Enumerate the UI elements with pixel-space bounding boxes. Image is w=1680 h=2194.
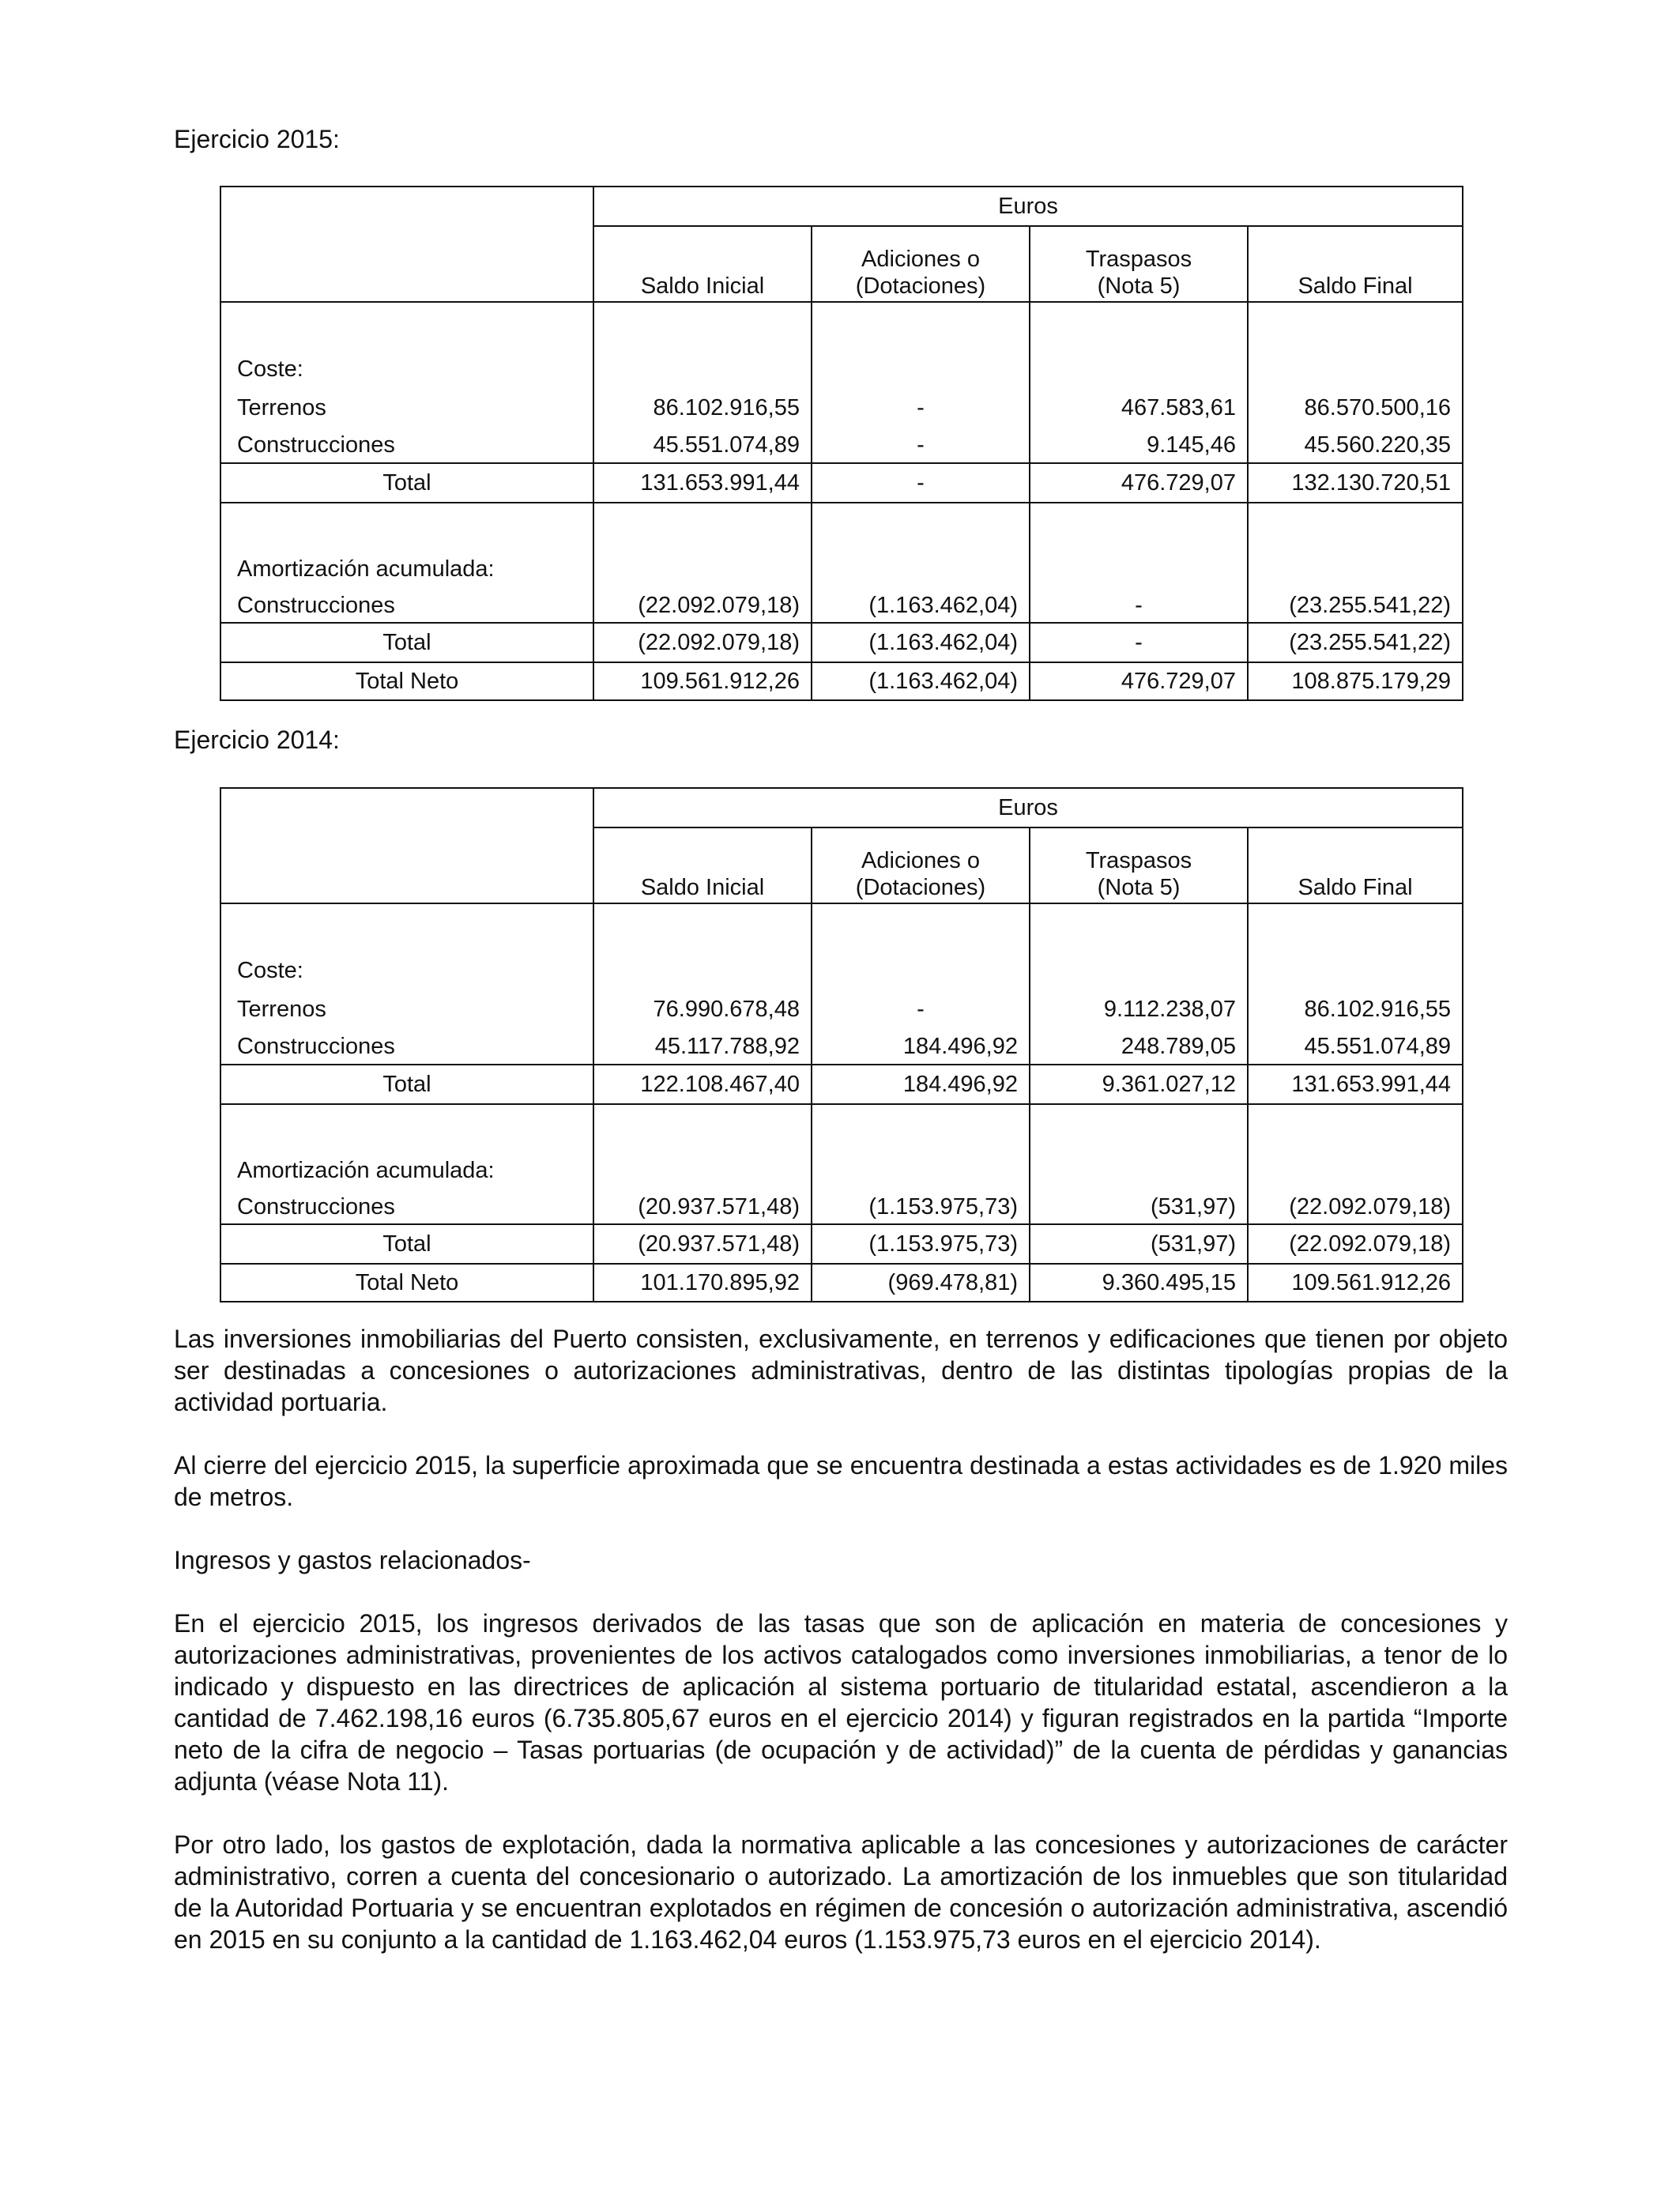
header-traspasos: Traspasos (Nota 5) [1030,827,1248,903]
table-row [220,427,1463,463]
amortizacion-label: Amortización acumulada: [220,1152,593,1189]
cell-adiciones: - [812,389,1030,427]
cell-traspasos: (531,97) [1030,1189,1248,1224]
row-label: Construcciones [220,1028,593,1065]
table-row [220,588,1463,623]
cell-adiciones: (1.163.462,04) [812,588,1030,623]
row-label: Construcciones [220,1189,593,1224]
paragraph-ingresos: En el ejercicio 2015, los ingresos derivados de las tasas que son de aplicación en materia de concesiones y autorizaciones administrativas, provenientes de los activos catalogados como inversiones inmobiliarias, a tenor de lo indicado y dispuesto en las directrices de aplicación al sistema portuario de titularidad estatal, ascendieron a la cantidad de 7.462.198,16 euros (6.735.805,67 euros en el ejercicio 2014) y figuran registrados en la partida “Importe neto de la cifra de negocio – Tasas portuarias (de ocupación y de actividad)” de la cuenta de pérdidas y ganancias adjunta (véase Nota 11). [174,1609,1508,1796]
cell-saldo-inicial: 109.561.912,26 [593,662,812,700]
paragraph-inversiones: Las inversiones inmobiliarias del Puerto consisten, exclusivamente, en terrenos y edificaciones que tienen por objeto ser destinadas a concesiones o autorizaciones administrativas, dentro de las distintas tipologías propias de la actividad portuaria. [174,1325,1508,1416]
header-saldo-inicial: Saldo Inicial [593,827,812,903]
cell-saldo-final: (23.255.541,22) [1248,588,1463,623]
table-row [220,951,1463,990]
cell-saldo-inicial: (22.092.079,18) [593,588,812,623]
cell-saldo-inicial: 45.117.788,92 [593,1028,812,1065]
cell-saldo-inicial: 86.102.916,55 [593,389,812,427]
euros-header: Euros [593,187,1463,226]
row-label: Construcciones [220,588,593,623]
heading-2014: Ejercicio 2014: [174,726,340,754]
cell-saldo-inicial: 45.551.074,89 [593,427,812,463]
cell-adiciones: 184.496,92 [812,1028,1030,1065]
cell-adiciones: (1.153.975,73) [812,1189,1030,1224]
cell-saldo-inicial: (20.937.571,48) [593,1224,812,1264]
cell-adiciones: - [812,463,1030,503]
table-row [220,1028,1463,1065]
table-row [220,623,1463,662]
cell-saldo-final: (23.255.541,22) [1248,623,1463,662]
row-label: Total [220,623,593,662]
cell-traspasos: - [1030,588,1248,623]
cell-traspasos: 9.145,46 [1030,427,1248,463]
heading-2015: Ejercicio 2015: [174,125,340,153]
table-row [220,990,1463,1028]
cell-traspasos: 9.112.238,07 [1030,990,1248,1028]
row-label: Terrenos [220,990,593,1028]
table-row [220,1264,1463,1302]
table-row [220,1152,1463,1189]
row-label: Terrenos [220,389,593,427]
header-saldo-final: Saldo Final [1248,226,1463,302]
cell-saldo-final: 132.130.720,51 [1248,463,1463,503]
cell-adiciones: 184.496,92 [812,1065,1030,1104]
cell-saldo-final: (22.092.079,18) [1248,1224,1463,1264]
cell-saldo-inicial: 101.170.895,92 [593,1264,812,1302]
cell-adiciones: (1.163.462,04) [812,623,1030,662]
cell-saldo-final: (22.092.079,18) [1248,1189,1463,1224]
amortizacion-label: Amortización acumulada: [220,550,593,588]
table-2014 [220,787,1463,1302]
cell-saldo-final: 108.875.179,29 [1248,662,1463,700]
table-row [220,550,1463,588]
header-saldo-inicial: Saldo Inicial [593,226,812,302]
table-row [220,349,1463,389]
cell-saldo-final: 86.570.500,16 [1248,389,1463,427]
cell-adiciones: - [812,427,1030,463]
table-2015 [220,186,1463,701]
cell-saldo-inicial: 122.108.467,40 [593,1065,812,1104]
header-traspasos: Traspasos (Nota 5) [1030,226,1248,302]
cell-traspasos: 248.789,05 [1030,1028,1248,1065]
table-row [220,1224,1463,1264]
row-label: Total Neto [220,662,593,700]
paragraph-gastos: Por otro lado, los gastos de explotación, dada la normativa aplicable a las concesiones y autorizaciones de carácter administrativo, corren a cuenta del concesionario o autorizado. La amortización de los inmuebles que son titularidad de la Autoridad Portuaria y se encuentran explotados en régimen de concesión o autorización administrativa, ascendió en 2015 en su conjunto a la cantidad de 1.163.462,04 euros (1.153.975,73 euros en el ejercicio 2014). [174,1830,1508,1954]
table-row [220,1189,1463,1224]
paragraph-superficie: Al cierre del ejercicio 2015, la superficie aproximada que se encuentra destinada a estas actividades es de 1.920 miles de metros. [174,1451,1508,1511]
table-row [220,1065,1463,1104]
table-row [220,463,1463,503]
cell-saldo-final: 109.561.912,26 [1248,1264,1463,1302]
cell-traspasos: - [1030,623,1248,662]
cell-adiciones: - [812,990,1030,1028]
cell-saldo-final: 45.551.074,89 [1248,1028,1463,1065]
euros-header: Euros [593,788,1463,827]
coste-label: Coste: [220,349,593,389]
cell-saldo-final: 45.560.220,35 [1248,427,1463,463]
row-label: Total [220,1065,593,1104]
cell-traspasos: 9.361.027,12 [1030,1065,1248,1104]
cell-traspasos: 476.729,07 [1030,463,1248,503]
cell-saldo-final: 86.102.916,55 [1248,990,1463,1028]
cell-saldo-inicial: (22.092.079,18) [593,623,812,662]
row-label: Total [220,1224,593,1264]
header-adiciones: Adiciones o (Dotaciones) [812,226,1030,302]
cell-saldo-inicial: (20.937.571,48) [593,1189,812,1224]
coste-label: Coste: [220,951,593,990]
cell-saldo-inicial: 131.653.991,44 [593,463,812,503]
cell-saldo-final: 131.653.991,44 [1248,1065,1463,1104]
cell-saldo-inicial: 76.990.678,48 [593,990,812,1028]
row-label: Construcciones [220,427,593,463]
table-row [220,662,1463,700]
row-label: Total [220,463,593,503]
section-subtitle-ingresos-gastos: Ingresos y gastos relacionados- [174,1546,531,1574]
cell-adiciones: (969.478,81) [812,1264,1030,1302]
header-adiciones: Adiciones o (Dotaciones) [812,827,1030,903]
header-saldo-final: Saldo Final [1248,827,1463,903]
cell-adiciones: (1.153.975,73) [812,1224,1030,1264]
cell-traspasos: 467.583,61 [1030,389,1248,427]
table-row [220,389,1463,427]
cell-traspasos: 476.729,07 [1030,662,1248,700]
cell-traspasos: 9.360.495,15 [1030,1264,1248,1302]
cell-traspasos: (531,97) [1030,1224,1248,1264]
row-label: Total Neto [220,1264,593,1302]
cell-adiciones: (1.163.462,04) [812,662,1030,700]
